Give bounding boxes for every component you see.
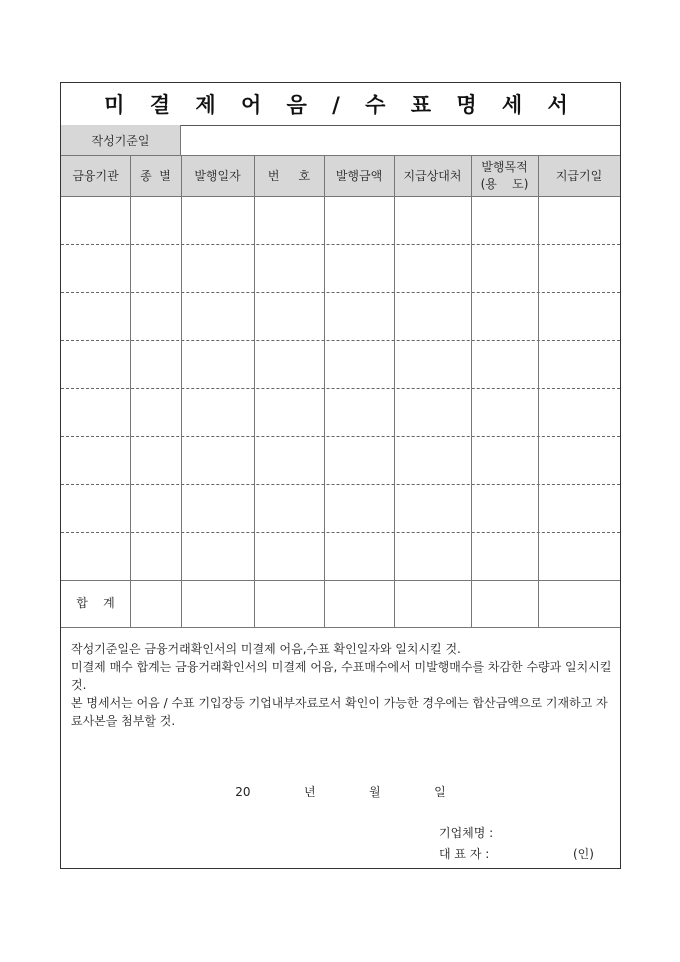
col-header-amount: 발행금액 (324, 156, 394, 196)
total-divider (61, 580, 620, 581)
row-divider (61, 292, 620, 293)
basis-date-label: 작성기준일 (61, 125, 181, 156)
col-header-type: 종 별 (130, 156, 181, 196)
instruction-item: 본 명세서는 어음 / 수표 기입장등 기업내부자료로서 확인이 가능한 경우에는 합산금액으로 기재하고 자료사본을 첨부할 것. (71, 696, 608, 728)
row-divider (61, 484, 620, 485)
col-header-purpose: 발행목적 (용 도) (471, 156, 538, 196)
row-divider (61, 532, 620, 533)
row-divider (61, 340, 620, 341)
instruction-item: 작성기준일은 금융거래확인서의 미결제 어음,수표 확인일자와 일치시킬 것. (71, 642, 461, 656)
col-divider (471, 156, 472, 627)
row-divider (61, 436, 620, 437)
header-divider (61, 196, 620, 197)
col-header-payee: 지급상대처 (394, 156, 471, 196)
total-label: 합 계 (76, 596, 115, 610)
date-line: 20 년 월 일 (235, 785, 446, 799)
col-header-institution: 금융기관 (61, 156, 130, 196)
instructions (71, 640, 616, 730)
instruction-item: 미결제 매수 합계는 금융거래확인서의 미결제 어음, 수표매수에서 미발행매수를 차감한 수량과 일치시킬 것. (71, 660, 612, 692)
row-divider (61, 388, 620, 389)
col-divider (254, 156, 255, 627)
statement-form (60, 82, 621, 869)
col-header-issue-date: 발행일자 (181, 156, 254, 196)
basis-date-field[interactable] (181, 125, 620, 156)
title-row (61, 83, 620, 126)
col-header-due-date: 지급기일 (538, 156, 620, 196)
row-divider (61, 244, 620, 245)
col-divider (538, 156, 539, 627)
col-divider (181, 156, 182, 627)
company-name-label: 기업체명 : (439, 826, 494, 840)
col-divider (394, 156, 395, 627)
document-title: 미 결 제 어 음 / 수 표 명 세 서 (104, 92, 577, 117)
table-bottom-border (61, 627, 620, 628)
col-header-number: 번 호 (254, 156, 324, 196)
col-divider (130, 156, 131, 627)
representative-label: 대 표 자 : (439, 847, 490, 861)
col-divider (324, 156, 325, 627)
seal-label: (인) (573, 847, 594, 861)
